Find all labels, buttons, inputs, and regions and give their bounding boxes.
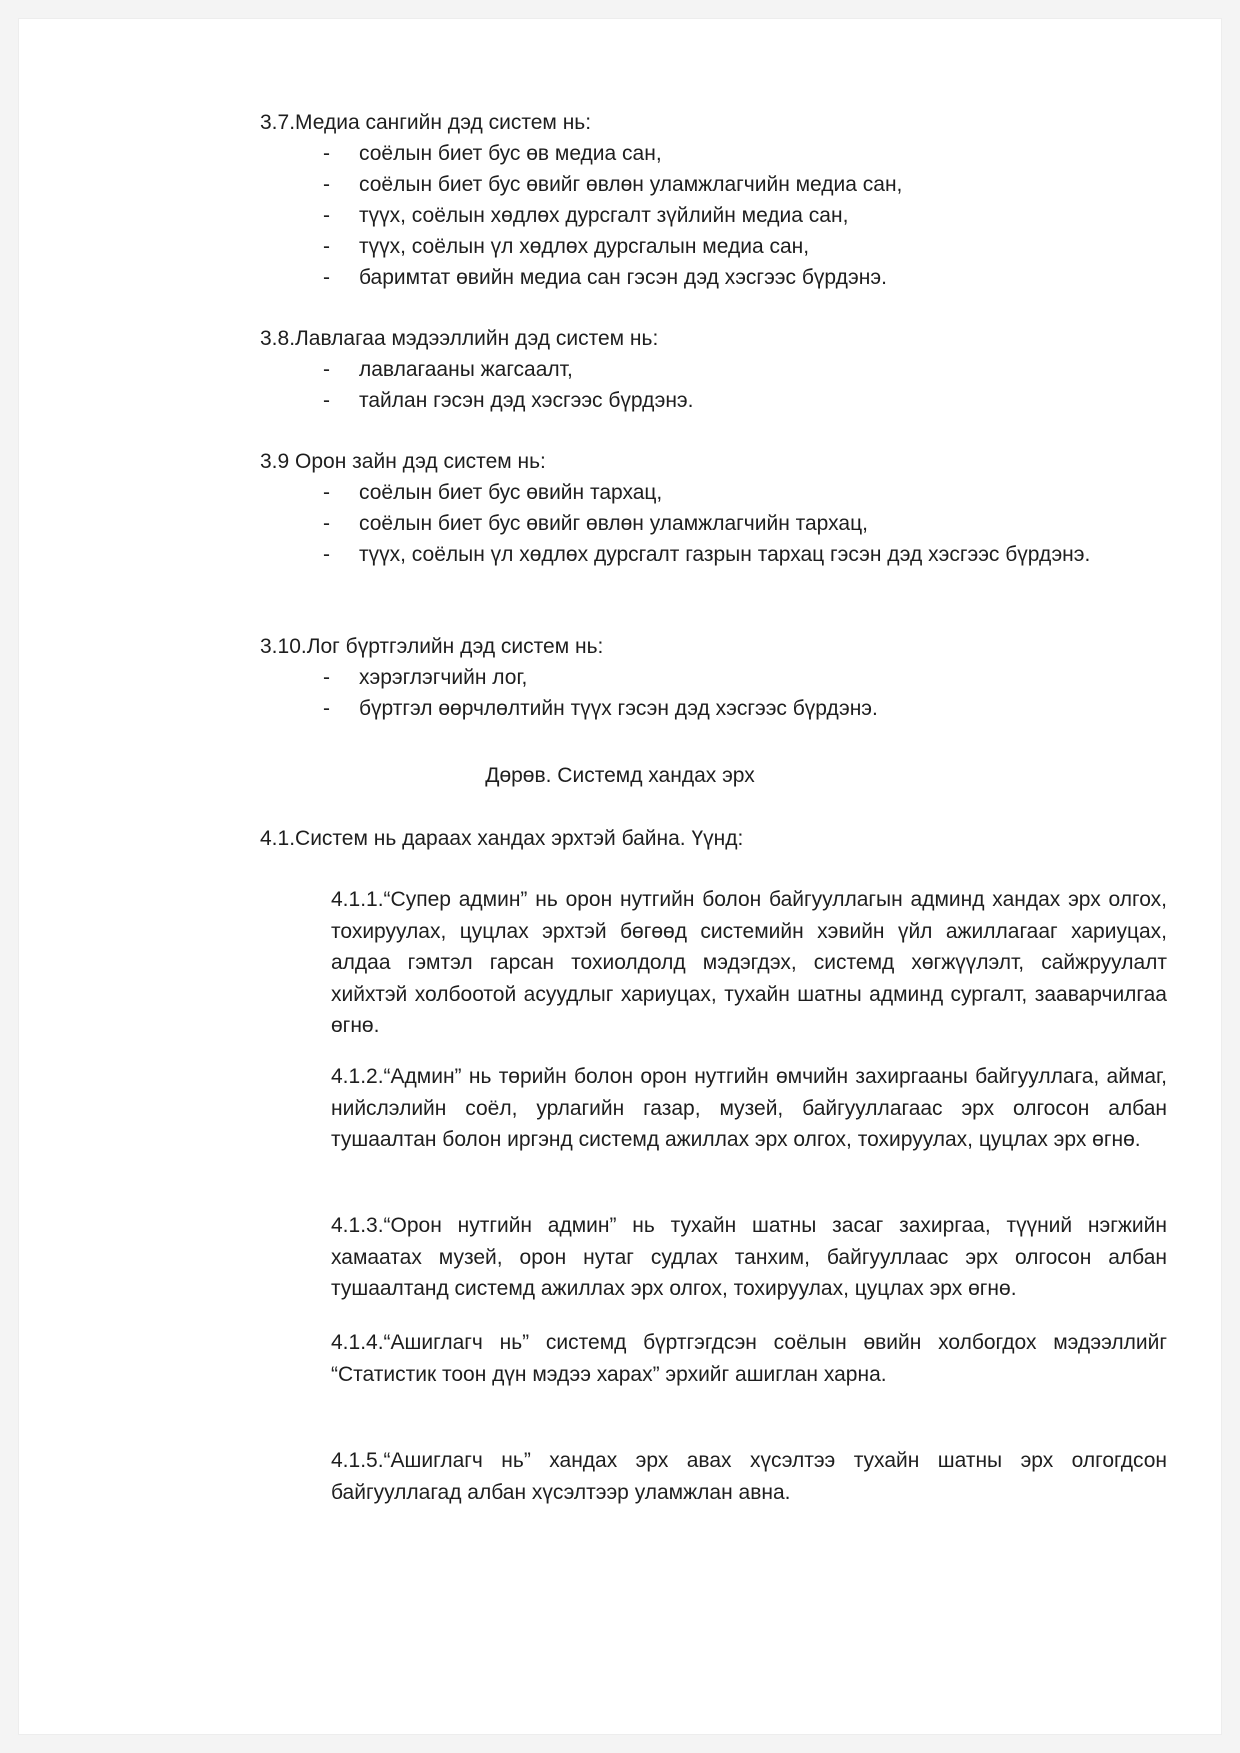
list-item: - соёлын биет бус өвийг өвлөн уламжлагчийн медиа сан, [323, 173, 903, 196]
list-item: - соёлын биет бус өвийг өвлөн уламжлагчийн тархац, [323, 512, 868, 535]
paragraph-4-1-2: 4.1.2.“Админ” нь төрийн болон орон нутгийн өмчийн захиргааны байгууллага, аймаг, нийслэлийн соёл, урлагийн газар, музей, байгууллагаас эрх олгосон албан тушаалтан болон иргэнд системд ажиллах эрх олгох, тохируулах, цуцлах эрх өгнө. [331, 1065, 1167, 1151]
paragraph-4-1-1: 4.1.1.“Супер админ” нь орон нутгийн болон байгууллагын админд хандах эрх олгох, тохируулах, цуцлах эрхтэй бөгөөд системийн хэвийн үйл ажиллагааг хариуцах, алдаа гэмтэл гарсан тохиолдолд мэдэгдэх, системд хөгжүүлэлт, сайжруулалт хийхтэй холбоотой асуудлыг хариуцах, тухайн шатны админд сургалт, зааварчилгаа өгнө. [331, 888, 1167, 1037]
paragraph-4-1-3: 4.1.3.“Орон нутгийн админ” нь тухайн шатны засаг захиргаа, түүний нэгжийн хамаатах музей, орон нутаг судлах танхим, байгууллаас эрх олгосон албан тушаалтанд системд ажиллах эрх олгох, тохируулах, цуцлах эрх өгнө. [331, 1214, 1167, 1300]
list-item: - соёлын биет бус өвийн тархац, [323, 481, 663, 504]
chapter-intro [260, 823, 1180, 854]
section-3-10 [260, 631, 1180, 724]
list-item: - хэрэглэгчийн лог, [323, 666, 528, 689]
item-list [260, 477, 1180, 570]
section-title: 3.9 Орон зайн дэд систем нь: [260, 450, 546, 473]
section-3-9 [260, 446, 1180, 570]
list-item: - тайлан гэсэн дэд хэсгээс бүрдэнэ. [323, 389, 694, 412]
item-list [260, 354, 1180, 416]
section-3-7 [260, 107, 1180, 293]
item-list [260, 662, 1180, 724]
section-title: 3.10.Лог бүртгэлийн дэд систем нь: [260, 635, 604, 658]
item-list [260, 138, 1180, 293]
list-item: - соёлын биет бус өв медиа сан, [323, 142, 662, 165]
list-item: - түүх, соёлын үл хөдлөх дурсгалт газрын тархац гэсэн дэд хэсгээс бүрдэнэ. [323, 543, 1091, 566]
list-item: - баримтат өвийн медиа сан гэсэн дэд хэсгээс бүрдэнэ. [323, 266, 887, 289]
section-title: 3.7.Медиа сангийн дэд систем нь: [260, 111, 592, 134]
list-item: - лавлагааны жагсаалт, [323, 358, 573, 381]
section-3-8 [260, 323, 1180, 416]
list-item: - түүх, соёлын хөдлөх дурсгалт зүйлийн медиа сан, [323, 204, 849, 227]
list-item: - бүртгэл өөрчлөлтийн түүх гэсэн дэд хэсгээс бүрдэнэ. [323, 697, 878, 720]
paragraph-4-1-4: 4.1.4.“Ашиглагч нь” системд бүртгэгдсэн соёлын өвийн холбогдох мэдээллийг “Статистик тоон дүн мэдээ харах” эрхийг ашиглан харна. [331, 1331, 1167, 1386]
list-item: - түүх, соёлын үл хөдлөх дурсгалын медиа сан, [323, 235, 810, 258]
paragraph-4-1-5: 4.1.5.“Ашиглагч нь” хандах эрх авах хүсэлтээ тухайн шатны эрх олгогдсон байгууллагад албан хүсэлтээр уламжлан авна. [331, 1449, 1167, 1504]
section-title: 3.8.Лавлагаа мэдээллийн дэд систем нь: [260, 327, 659, 350]
document-page [18, 18, 1222, 1735]
chapter-heading: Дөрөв. Системд хандах эрх [485, 764, 755, 787]
intro-text: 4.1.Систем нь дараах хандах эрхтэй байна. Үүнд: [260, 827, 744, 850]
